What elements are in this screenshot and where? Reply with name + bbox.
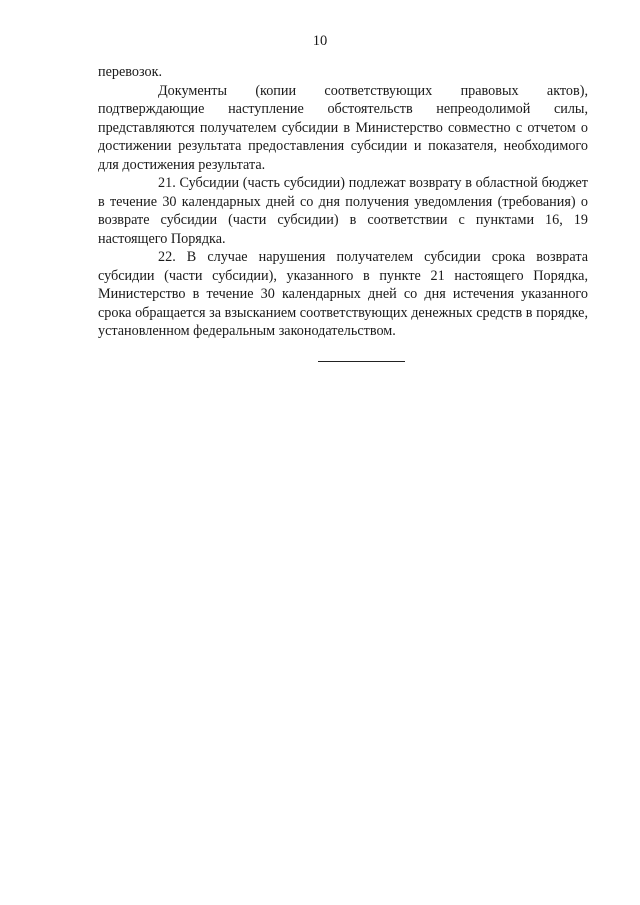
- paragraph-21: 21. Субсидии (часть субсидии) подлежат возврату в областной бюджет в течение 30 календарных дней со дня получения уведомления (требования) о возврате субсидии (части субсидии) в соответствии с пунктами 16, 19 настоящего Порядка.: [98, 175, 588, 247]
- end-of-document-rule: [318, 361, 405, 362]
- document-body: [98, 63, 588, 341]
- paragraph-continuation: перевозок.: [98, 64, 163, 80]
- paragraph-documents: Документы (копии соответствующих правовых актов), подтверждающие наступление обстоятельств непреодолимой силы, представляются получателем субсидии в Министерство совместно с отчетом о достижении результата предоставления субсидии и показателя, необходимого для достижения результата.: [98, 82, 588, 173]
- page-number: 10: [312, 33, 328, 49]
- paragraph-22: 22. В случае нарушения получателем субсидии срока возврата субсидии (части субсидии), указанного в пункте 21 настоящего Порядка, Министерство в течение 30 календарных дней со дня истечения указанного срока обращается за взысканием соответствующих денежных средств в порядке, установленном федеральным законодательством.: [98, 249, 588, 339]
